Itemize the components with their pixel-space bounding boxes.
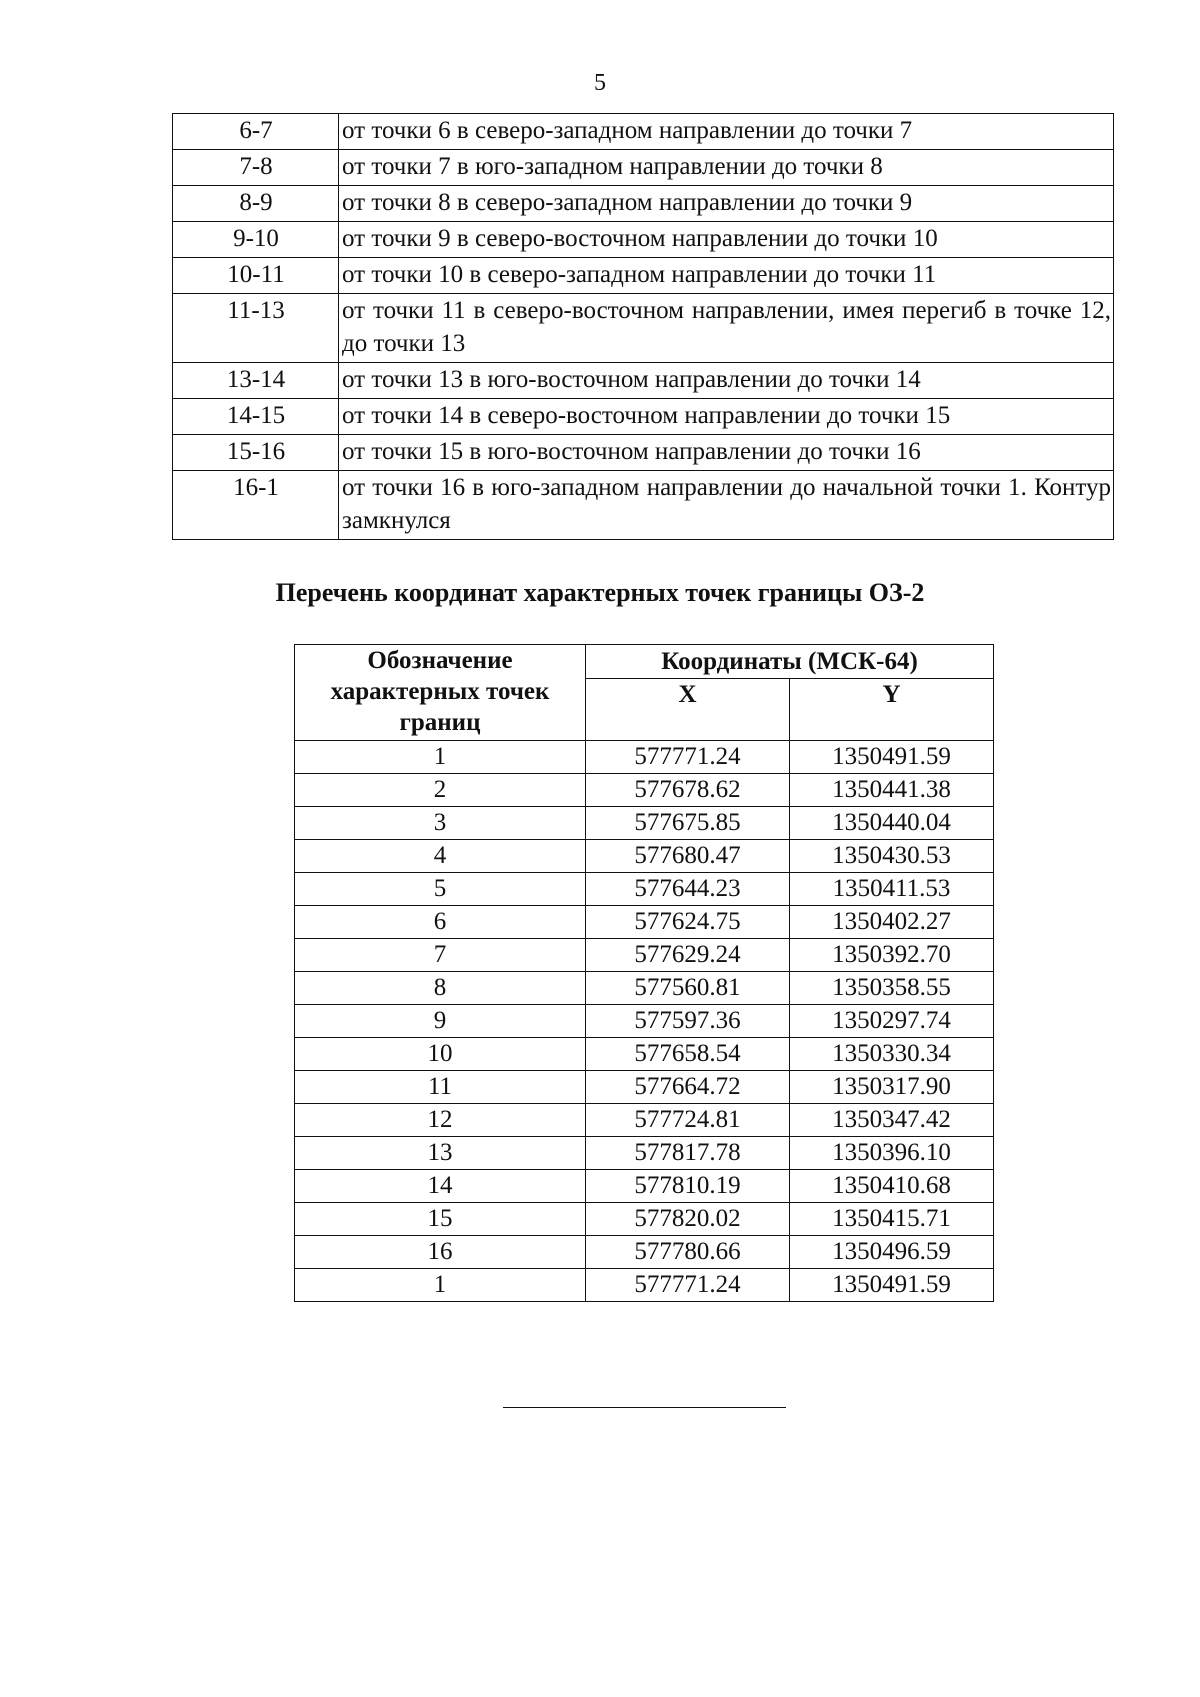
segment-cell: 11-13 — [173, 294, 339, 363]
y-cell: 1350411.53 — [790, 873, 994, 906]
x-cell: 577658.54 — [586, 1038, 790, 1071]
description-cell: от точки 11 в северо-восточном направлении, имея перегиб в точке 12, до точки 13 — [339, 294, 1114, 363]
point-cell: 15 — [295, 1203, 586, 1236]
table-row — [173, 363, 1114, 399]
point-cell: 10 — [295, 1038, 586, 1071]
table-row — [173, 150, 1114, 186]
description-cell: от точки 9 в северо-восточном направлении до точки 10 — [339, 222, 1114, 258]
description-cell: от точки 14 в северо-восточном направлении до точки 15 — [339, 399, 1114, 435]
x-cell: 577560.81 — [586, 972, 790, 1005]
table-row — [295, 873, 994, 906]
segment-cell: 13-14 — [173, 363, 339, 399]
y-cell: 1350415.71 — [790, 1203, 994, 1236]
x-cell: 577629.24 — [586, 939, 790, 972]
x-cell: 577817.78 — [586, 1137, 790, 1170]
x-cell: 577820.02 — [586, 1203, 790, 1236]
table-row — [173, 294, 1114, 363]
point-cell: 5 — [295, 873, 586, 906]
segment-cell: 15-16 — [173, 435, 339, 471]
x-cell: 577680.47 — [586, 840, 790, 873]
point-cell: 13 — [295, 1137, 586, 1170]
description-cell: от точки 8 в северо-западном направлении до точки 9 — [339, 186, 1114, 222]
table-row — [295, 1269, 994, 1302]
table-row — [295, 1236, 994, 1269]
page-number: 5 — [594, 70, 606, 96]
y-cell: 1350491.59 — [790, 741, 994, 774]
bottom-divider — [503, 1407, 786, 1408]
table-row — [295, 741, 994, 774]
y-cell: 1350330.34 — [790, 1038, 994, 1071]
route-description-table — [172, 113, 1114, 540]
x-cell: 577675.85 — [586, 807, 790, 840]
point-cell: 11 — [295, 1071, 586, 1104]
x-cell: 577724.81 — [586, 1104, 790, 1137]
table-row — [295, 1170, 994, 1203]
table-row — [173, 258, 1114, 294]
coordinates-header: Координаты (МСК-64) — [586, 645, 994, 679]
description-cell: от точки 10 в северо-западном направлении до точки 11 — [339, 258, 1114, 294]
point-cell: 9 — [295, 1005, 586, 1038]
point-cell: 4 — [295, 840, 586, 873]
table-row — [295, 1038, 994, 1071]
table-row — [295, 840, 994, 873]
table-row — [295, 906, 994, 939]
point-cell: 2 — [295, 774, 586, 807]
y-cell: 1350297.74 — [790, 1005, 994, 1038]
table-row — [295, 972, 994, 1005]
table-row — [295, 774, 994, 807]
segment-cell: 10-11 — [173, 258, 339, 294]
description-cell: от точки 7 в юго-западном направлении до точки 8 — [339, 150, 1114, 186]
x-cell: 577644.23 — [586, 873, 790, 906]
point-cell: 6 — [295, 906, 586, 939]
y-cell: 1350496.59 — [790, 1236, 994, 1269]
y-cell: 1350441.38 — [790, 774, 994, 807]
x-cell: 577597.36 — [586, 1005, 790, 1038]
description-cell: от точки 13 в юго-восточном направлении до точки 14 — [339, 363, 1114, 399]
table-row — [295, 1203, 994, 1236]
point-cell: 1 — [295, 741, 586, 774]
y-cell: 1350430.53 — [790, 840, 994, 873]
description-cell: от точки 15 в юго-восточном направлении до точки 16 — [339, 435, 1114, 471]
table-row — [173, 222, 1114, 258]
y-cell: 1350396.10 — [790, 1137, 994, 1170]
table-row — [295, 939, 994, 972]
description-cell: от точки 6 в северо-западном направлении до точки 7 — [339, 114, 1114, 150]
y-cell: 1350358.55 — [790, 972, 994, 1005]
table-row — [295, 807, 994, 840]
table-row — [173, 471, 1114, 540]
x-cell: 577624.75 — [586, 906, 790, 939]
table-row — [295, 1005, 994, 1038]
x-cell: 577678.62 — [586, 774, 790, 807]
coordinates-table — [294, 644, 994, 1302]
description-cell: от точки 16 в юго-западном направлении до начальной точки 1. Контур замкнулся — [339, 471, 1114, 540]
x-header: X — [586, 679, 790, 741]
segment-cell: 8-9 — [173, 186, 339, 222]
x-cell: 577810.19 — [586, 1170, 790, 1203]
x-cell: 577780.66 — [586, 1236, 790, 1269]
y-cell: 1350440.04 — [790, 807, 994, 840]
table-row — [295, 1104, 994, 1137]
y-cell: 1350317.90 — [790, 1071, 994, 1104]
point-cell: 3 — [295, 807, 586, 840]
segment-cell: 9-10 — [173, 222, 339, 258]
y-header: Y — [790, 679, 994, 741]
segment-cell: 14-15 — [173, 399, 339, 435]
table-row — [173, 186, 1114, 222]
y-cell: 1350402.27 — [790, 906, 994, 939]
x-cell: 577771.24 — [586, 741, 790, 774]
y-cell: 1350392.70 — [790, 939, 994, 972]
point-cell: 12 — [295, 1104, 586, 1137]
point-cell: 16 — [295, 1236, 586, 1269]
x-cell: 577664.72 — [586, 1071, 790, 1104]
y-cell: 1350347.42 — [790, 1104, 994, 1137]
point-cell: 7 — [295, 939, 586, 972]
point-cell: 1 — [295, 1269, 586, 1302]
y-cell: 1350410.68 — [790, 1170, 994, 1203]
table-row — [173, 399, 1114, 435]
segment-cell: 16-1 — [173, 471, 339, 540]
table-row — [295, 1071, 994, 1104]
table-row — [173, 435, 1114, 471]
x-cell: 577771.24 — [586, 1269, 790, 1302]
point-cell: 8 — [295, 972, 586, 1005]
section-title: Перечень координат характерных точек границы ОЗ-2 — [275, 578, 925, 607]
segment-cell: 6-7 — [173, 114, 339, 150]
y-cell: 1350491.59 — [790, 1269, 994, 1302]
point-cell: 14 — [295, 1170, 586, 1203]
table-row — [173, 114, 1114, 150]
points-header: Обозначение характерных точек границ — [295, 645, 586, 741]
header-row — [295, 645, 994, 679]
table-row — [295, 1137, 994, 1170]
segment-cell: 7-8 — [173, 150, 339, 186]
